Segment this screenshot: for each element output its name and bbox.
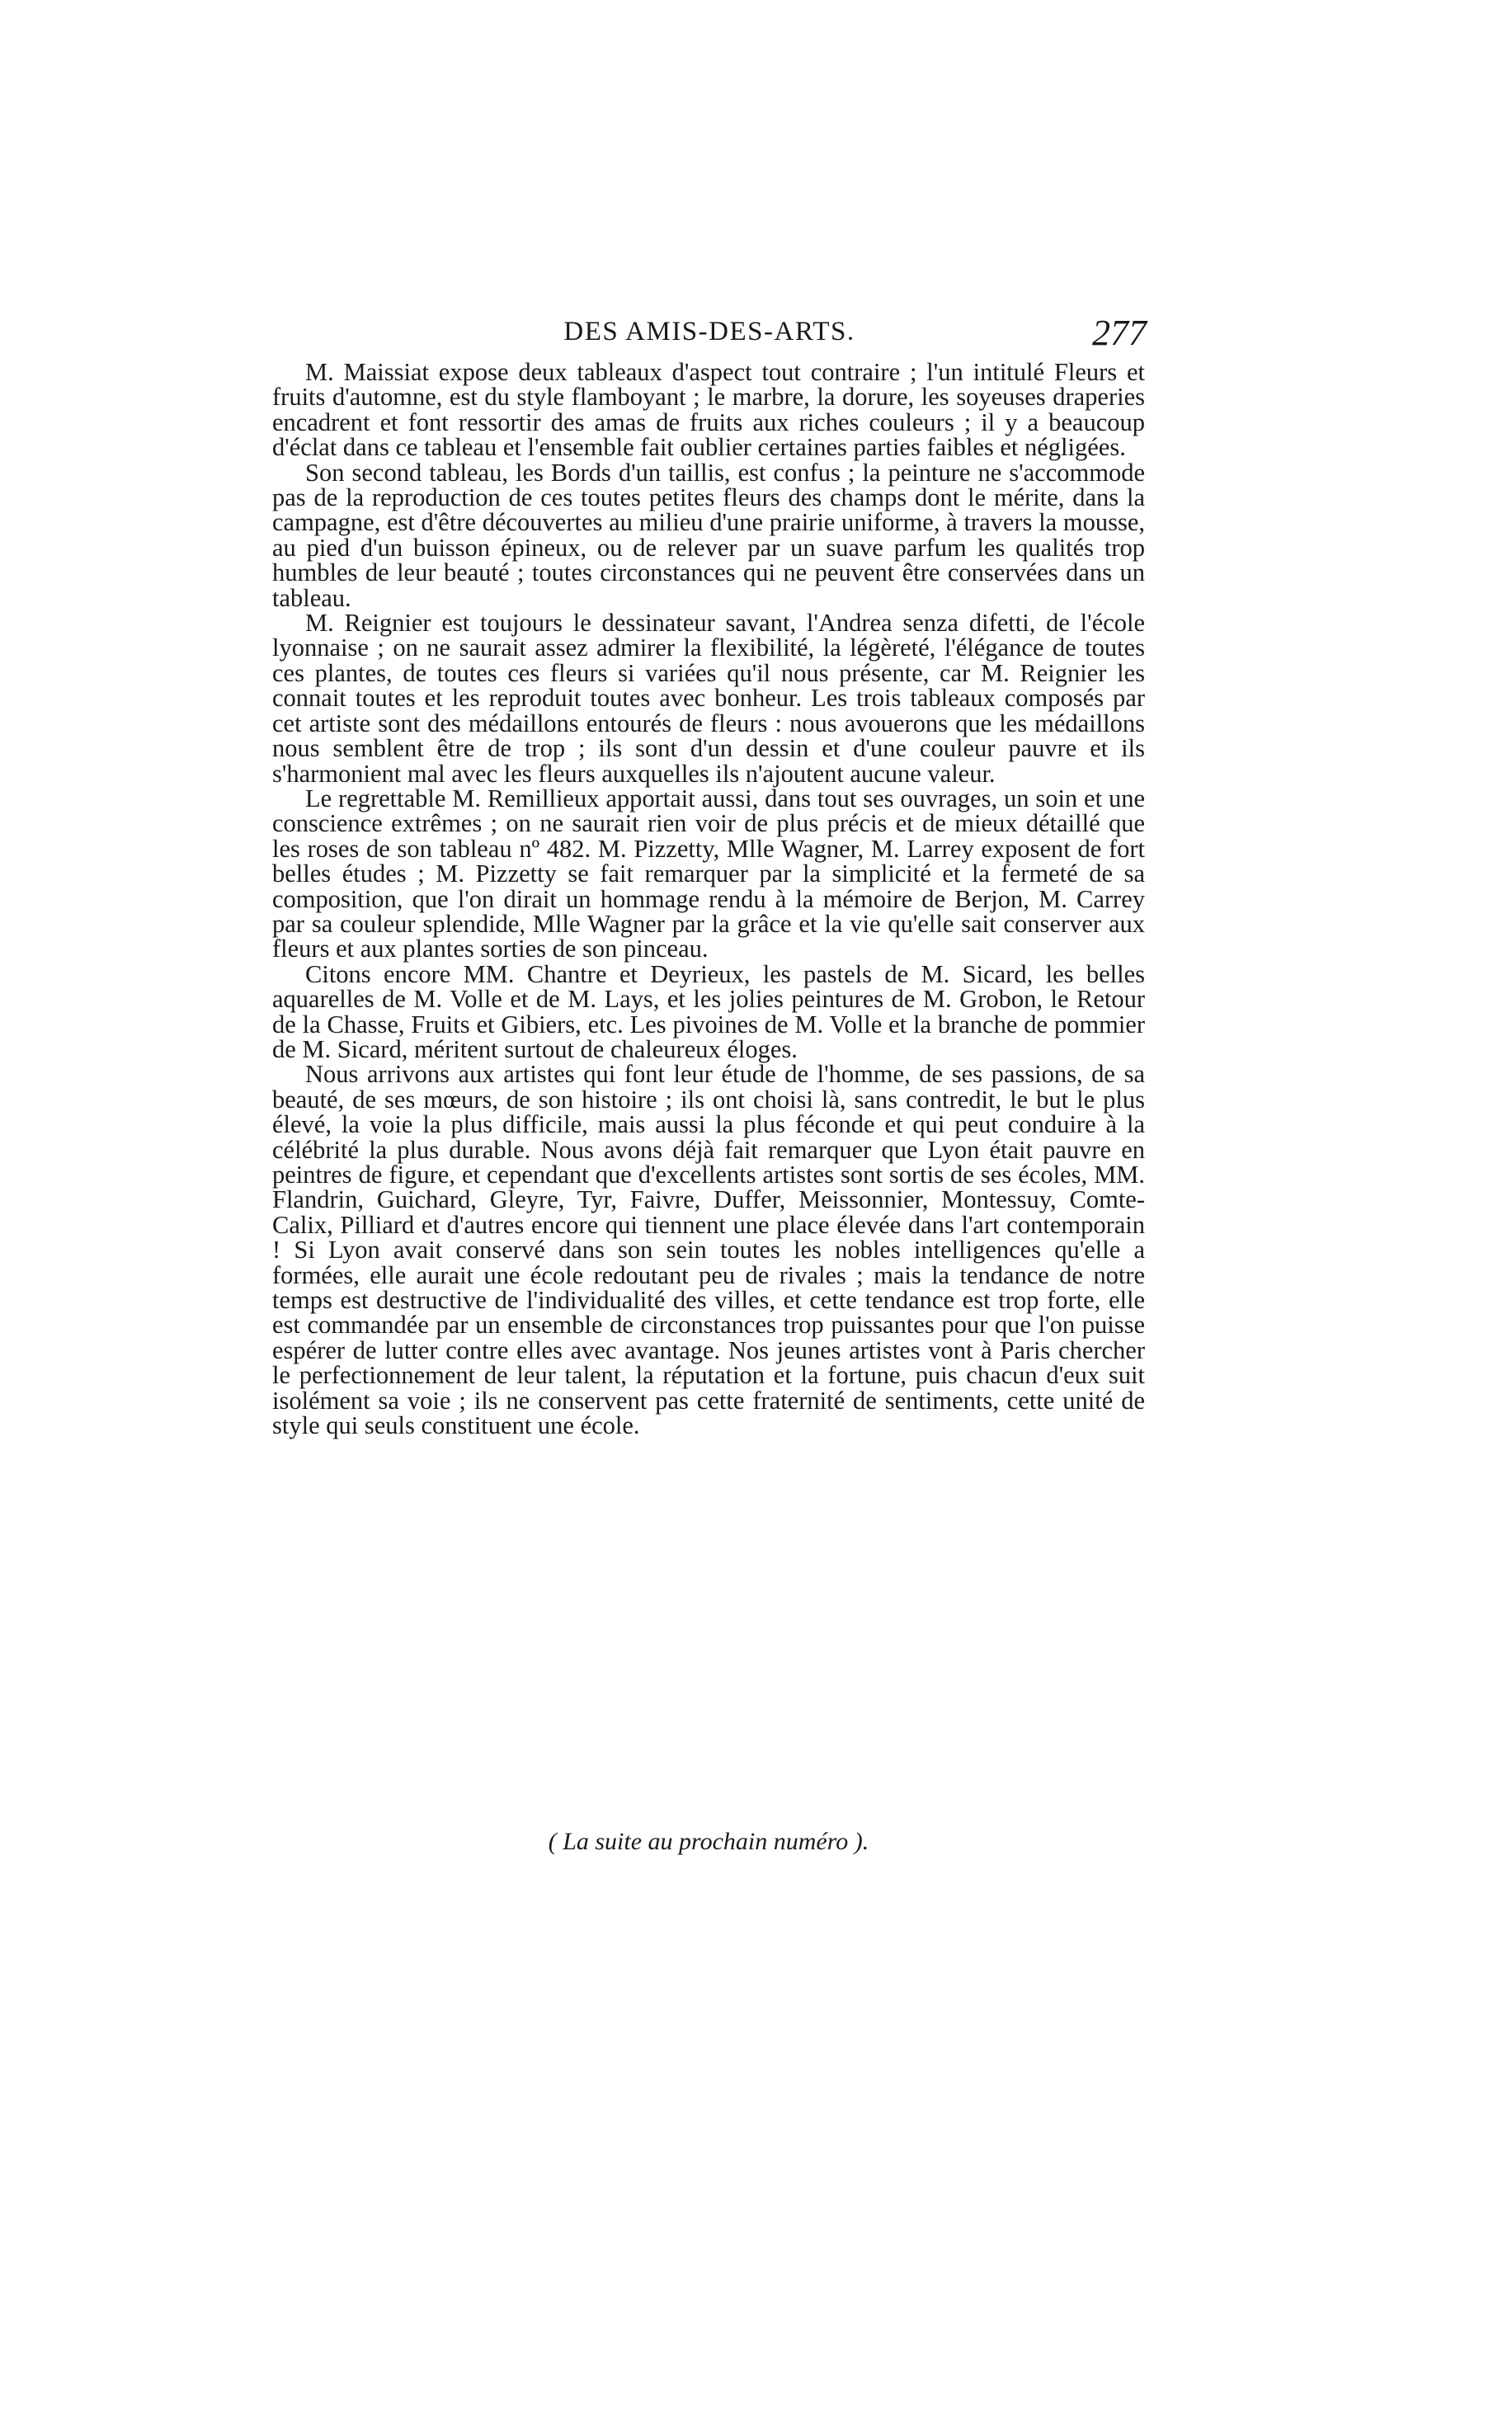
article-body	[272, 360, 1145, 1438]
paragraph-second-tableau: Son second tableau, les Bords d'un taillis, est confus ; la peinture ne s'accommode pas de la reproduction de ces toutes petites fleurs des champs dont le mérite, dans la campagne, est d'être découvertes au milieu d'une prairie uniforme, à travers la mousse, au pied d'un buisson épineux, ou de relever par un suave parfum les qualités trop humbles de leur beauté ; toutes circonstances qui ne peuvent être conservées dans un tableau.	[272, 458, 1145, 612]
paragraph-citons: Citons encore MM. Chantre et Deyrieux, les pastels de M. Sicard, les belles aquarelles de M. Volle et de M. Lays, et les jolies peintures de M. Grobon, le Retour de la Chasse, Fruits et Gibiers, etc. Les pivoines de M. Volle et la branche de pommier de M. Sicard, méritent surtout de chaleureux éloges.	[272, 959, 1145, 1063]
paragraph-remillieux: Le regrettable M. Remillieux apportait aussi, dans tout ses ouvrages, un soin et une conscience extrêmes ; on ne saurait rien voir de plus précis et de mieux détaillé que les roses de son tableau nº 482. M. Pizzetty, Mlle Wagner, M. Larrey exposent de fort belles études ; M. Pizzetty se fait remarquer par la simplicité et la fermeté de sa composition, que l'on dirait un hommage rendu à la mémoire de Berjon, M. Carrey par sa couleur splendide, Mlle Wagner par la grâce et la vie qu'elle sait conserver aux fleurs et aux plantes sorties de son pinceau.	[272, 784, 1145, 963]
paragraph-artistes-figure: Nous arrivons aux artistes qui font leur étude de l'homme, de ses passions, de sa beauté, de ses mœurs, de son histoire ; ils ont choisi là, sans contredit, le but le plus élevé, la voie la plus difficile, mais aussi la plus féconde et qui peut conduire à la célébrité la plus durable. Nous avons déjà fait remarquer que Lyon était pauvre en peintres de figure, et cependant que d'excellents artistes sont sortis de ses écoles, MM. Flandrin, Guichard, Gleyre, Tyr, Faivre, Duffer, Meissonnier, Montessuy, Comte-Calix, Pilliard et d'autres encore qui tiennent une place élevée dans l'art contemporain ! Si Lyon avait conservé dans son sein toutes les nobles intelligences qu'elle a formées, elle aurait une école redoutant peu de rivales ; mais la tendance de notre temps est destructive de l'individualité des villes, et cette tendance est trop forte, elle est commandée par un ensemble de circonstances trop puissantes pour que l'on puisse espérer de lutter contre elles avec avantage. Nos jeunes artistes vont à Paris chercher le perfectionnement de leur talent, la réputation et la fortune, puis chacun d'eux suit isolément sa voie ; ils ne conservent pas cette fraternité de sentiments, cette unité de style qui seuls constituent une école.	[272, 1060, 1145, 1440]
paragraph-maissiat: M. Maissiat expose deux tableaux d'aspect tout contraire ; l'un intitulé Fleurs et fruits d'automne, est du style flamboyant ; le marbre, la dorure, les soyeuses draperies encadrent et font ressortir des amas de fruits aux riches couleurs ; il y a beaucoup d'éclat dans ce tableau et l'ensemble fait oublier certaines parties faibles et négligées.	[272, 358, 1145, 462]
paragraph-reignier: M. Reignier est toujours le dessinateur savant, l'Andrea senza difetti, de l'école lyonnaise ; on ne saurait assez admirer la flexibilité, la légèreté, l'élégance de toutes ces plantes, de toutes ces fleurs si variées qu'il nous présente, car M. Reignier les connait toutes et les reproduit toutes avec bonheur. Les trois tableaux composés par cet artiste sont des médaillons entourés de fleurs : nous avouerons que les médaillons nous semblent être de trop ; ils sont d'un dessin et d'une couleur pauvre et ils s'harmonient mal avec les fleurs auxquelles ils n'ajoutent aucune valeur.	[272, 609, 1145, 788]
page-header	[272, 313, 1147, 358]
page-number: 277	[1092, 313, 1147, 353]
continuation-note: ( La suite au prochain numéro ).	[548, 1828, 869, 1855]
running-head: DES AMIS-DES-ARTS.	[563, 317, 855, 346]
